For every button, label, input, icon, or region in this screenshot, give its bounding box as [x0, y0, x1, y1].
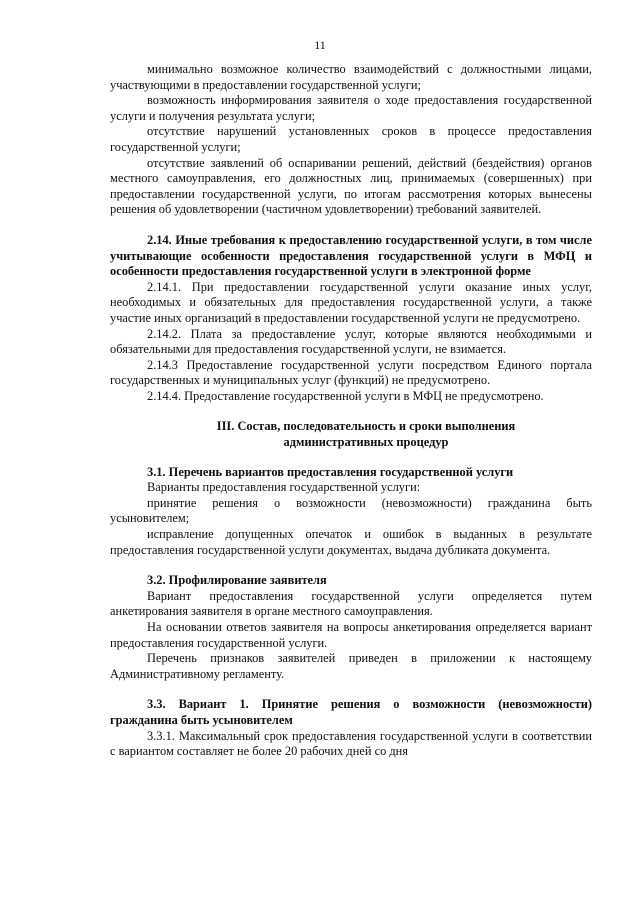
paragraph: принятие решения о возможности (невозможности) гражданина быть усыновителем;	[110, 495, 592, 526]
paragraph: Вариант предоставления государственной услуги определяется путем анкетирования заявителя в органе местного самоуправления.	[110, 588, 592, 619]
paragraph: 3.3.1. Максимальный срок предоставления государственной услуги в соответствии с вариантом составляет не более 20 рабочих дней со дня	[110, 728, 592, 759]
paragraph: На основании ответов заявителя на вопросы анкетирования определяется вариант предоставления государственной услуги.	[110, 620, 592, 650]
paragraph: Перечень признаков заявителей приведен в приложении к настоящему Административному регламенту.	[110, 651, 592, 681]
paragraph: отсутствие заявлений об оспаривании решений, действий (бездействия) органов местного самоуправления, его должностных лиц, принимаемых (совершенных) при предоставлении государственной услуги, по итогам рассмотрения которых вынесены решения об удовлетворении (частичном удовлетворении) требований заявителей.	[110, 155, 592, 217]
paragraph: 2.14.3 Предоставление государственной услуги посредством Единого портала государственных и муниципальных услуг (функций) не предусмотрено.	[110, 357, 592, 388]
document-body	[110, 62, 592, 760]
section-heading-3-2: 3.2. Профилирование заявителя	[147, 573, 327, 588]
paragraph: 2.14.4. Предоставление государственной услуги в МФЦ не предусмотрено.	[147, 388, 544, 403]
paragraph: Варианты предоставления государственной услуги:	[147, 480, 421, 495]
paragraph: 2.14.2. Плата за предоставление услуг, которые являются необходимыми и обязательными для предоставления государственной услуги, не взимается.	[110, 326, 592, 357]
paragraph: отсутствие нарушений установленных сроков в процессе предоставления государственной услуги;	[110, 124, 592, 154]
chapter-heading-line1: III. Состав, последовательность и сроки выполнения	[216, 419, 516, 434]
paragraph: исправление допущенных опечаток и ошибок в выданных в результате предоставления государственной услуги документах, выдача дубликата документа.	[110, 527, 592, 557]
chapter-heading-line2: административных процедур	[283, 435, 449, 450]
page-number: 11	[314, 38, 326, 52]
section-heading-3-3: 3.3. Вариант 1. Принятие решения о возможности (невозможности) гражданина быть усыновителем	[110, 697, 592, 727]
paragraph: 2.14.1. При предоставлении государственной услуги оказание иных услуг, необходимых и обязательных для предоставления государственной услуги, а также участие иных организаций в предоставлении государственной услуги не предусмотрено.	[110, 279, 592, 325]
paragraph: минимально возможное количество взаимодействий с должностными лицами, участвующими в предоставлении государственной услуги;	[110, 62, 592, 92]
section-heading-2-14: 2.14. Иные требования к предоставлению государственной услуги, в том числе учитывающие особенности предоставления государственной услуги в МФЦ и особенности предоставления государственной услуги в электронной форме	[110, 232, 592, 279]
paragraph: возможность информирования заявителя о ходе предоставления государственной услуги и получения результата услуги;	[110, 93, 592, 123]
section-heading-3-1: 3.1. Перечень вариантов предоставления государственной услуги	[147, 464, 514, 479]
